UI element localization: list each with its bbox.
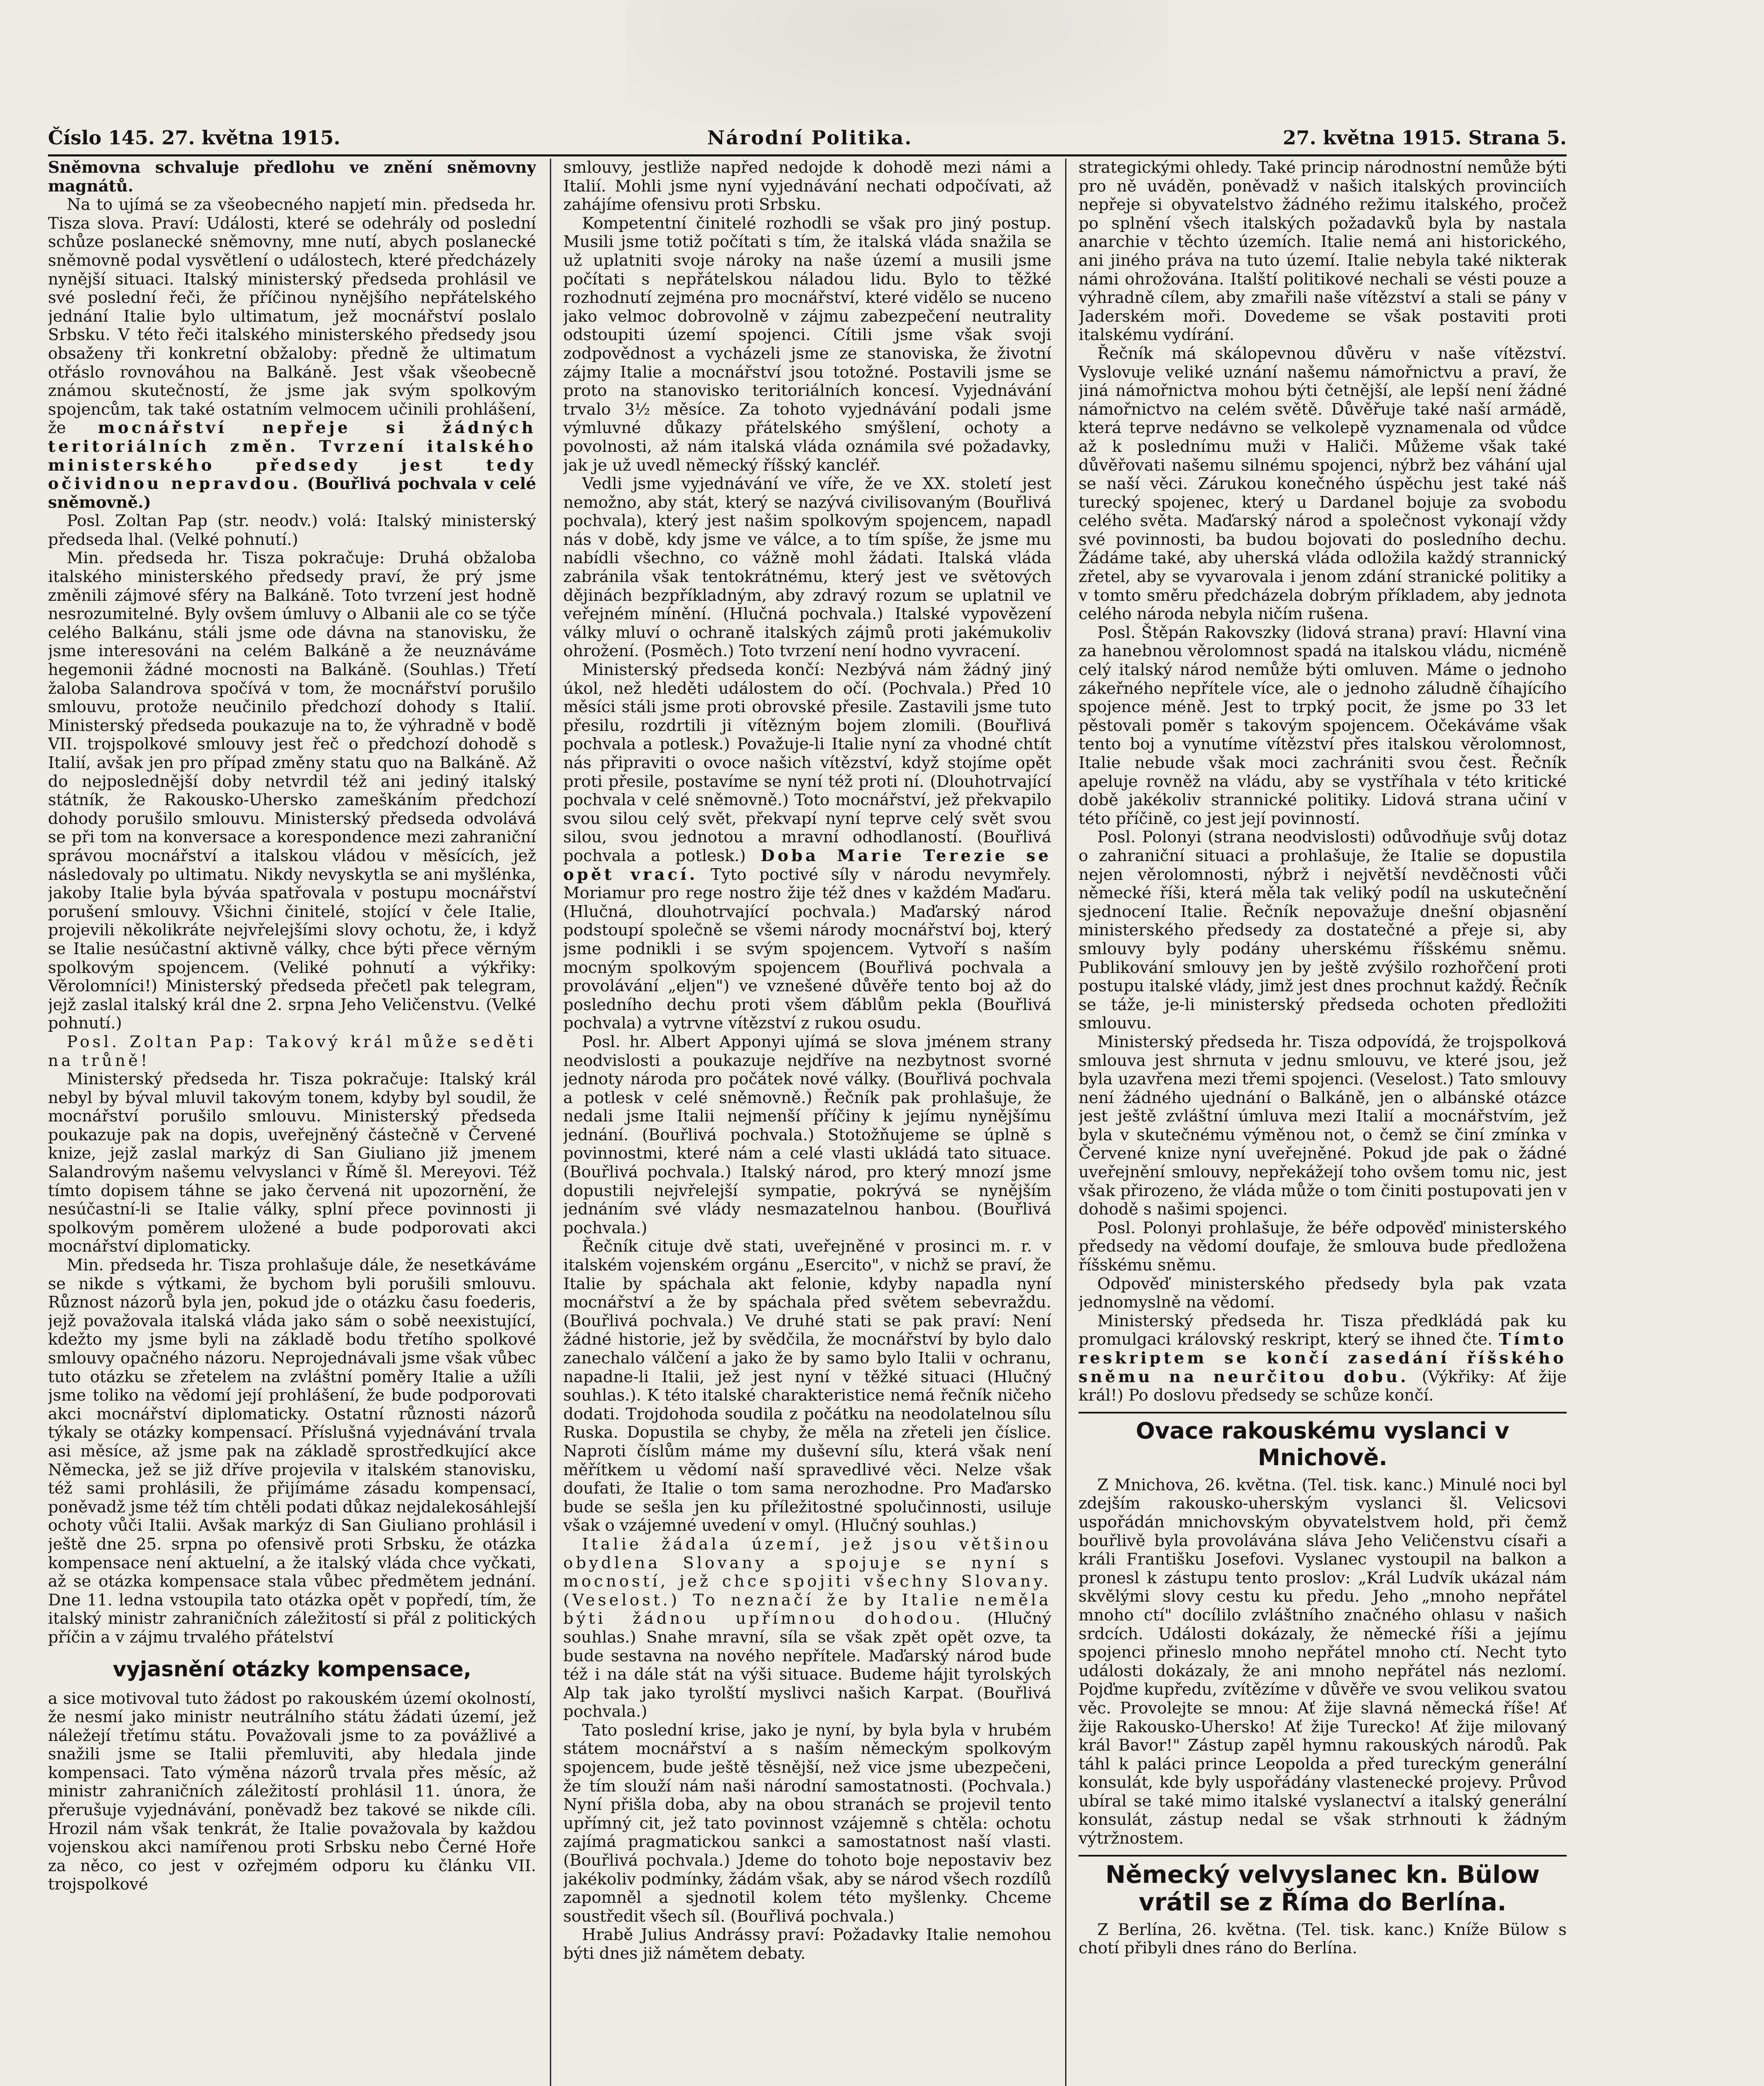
article-paragraph	[563, 661, 1051, 1033]
article-paragraph: Posl. Štěpán Rakovszky (lidová strana) praví: Hlavní vina za hanebnou věrolomnost spadá na italskou vládu, nicméně celý italský národ nemůže býti omluven. Máme o jednoho zákeřného nepřítele více, ale o jednoho záludně číhajícího spojence méně. Jest to trpký pocit, že jsme po 33 let pěstovali poměr s takovým spojencem. Očekáváme však tento boj a vynutíme vítězství přes italskou věrolomnost, Italie nebude však moci zachrániti svou čest. Řečník apeluje rovněž na vládu, aby se vystříhala v této kritické době jakékoliv strannické politiky. Lidová strana učiní v této příčině, co jest její povinností.	[1079, 623, 1567, 828]
emphasis-text: Tímto reskriptem se končí zasedání říšského sněmu na neurčitou dobu.	[1079, 1330, 1567, 1386]
masthead-rule	[48, 154, 1567, 156]
article-paragraph: Z Mnichova, 26. května. (Tel. tisk. kanc.) Minulé noci byl zdejším rakousko-uherským vyslanci šl. Velicsovi uspořádán mnichovským obyvatelstvem hold, při čemž bouřlivě byla provolávána sláva Jeho Veličenstvu císaři a králi Františku Josefovi. Vyslanec vystoupil na balkon a pronesl k zástupu tento proslov: „Král Ludvík ukázal nám skvělými slovy cestu ku předu. Jeho „mnoho nepřátel mnoho ctí" docílilo zvláštního značného ohlasu v našich srdcích. Události dokázaly, že německé říši a jejímu spojenci přineslo mnoho nepřátel mnoho ctí. Necht tyto události dokázaly, že ani mnoho nepřátel nás nezlomí. Pojďme kupředu, zvítězíme v důvěře ve svou velikou svatou věc. Provolejte se mnou: Ať žije slavná německá říše! Ať žije Rakousko-Uhersko! Ať žije Turecko! Ať žije milovaný král Bavor!" Zástup zapěl hymnu rakouských národů. Pak táhl k paláci prince Leopolda a před tureckým generální konsulát, kde byly uspořádány vlastenecké projevy. Průvod ubíral se také mimo italské vyslanectví a italský generální konsulát, zástup nedal se však strhnouti k žádným výtržnostem.	[1079, 1475, 1567, 1848]
column-1	[48, 159, 536, 2086]
column-3	[1079, 159, 1567, 2086]
article-paragraph: Vedli jsme vyjednávání ve víře, že ve XX. století jest nemožno, aby stát, který se nazývá civilisovaným (Bouřlivá pochvala), který jest našim spolkovým spojencem, napadl nás v době, kdy jsme ve válce, a to tím spíše, že jsme mu nabídli všechno, co vážně mohl žádati. Italská vláda zabránila však tentokrátnému, který jest ve světových dějinách bezpříkladným, aby zdravý rozum se uplatnil ve veřejném mínění. (Hlučná pochvala.) Italské vypovězení války mluví o ochraně italských zájmů proti jakémukoliv ohrožení. (Posměch.) Toto tvrzení není hodno vyvracení.	[563, 474, 1051, 661]
paragraph-text: (Výkřiky: Ať žije král!) Po doslovu předsedy se schůze končí.	[1079, 1367, 1567, 1405]
paragraph-text: Na to ujímá se za všeobecného napjetí min. předseda hr. Tisza slova. Praví: Události, které se odehrály od poslední schůze poslanecké sněmovny, mne nutí, abych poslanecké sněmovně podal vysvětlení o událostech, které předcházely nynější situaci. Italský ministerský předseda prohlásil ve své poslední řeči, že příčinou nynějšího nepřátelského jednání Italie bylo ultimatum, jež mocnářství poslalo Srbsku. V této řeči italského ministerského předsedy jsou obsaženy tři konkretní obžaloby: předně že ultimatum otřáslo rovnováhou na Balkáně. Jest však všeobecně známou skutečností, že jsme jak svým spolkovým spojencům, tak také ostatním velmocem učinili prohlášení, že	[48, 195, 536, 438]
article-paragraph: Řečník má skálopevnou důvěru v naše vítězství. Vyslovuje veliké uznání našemu námořnictvu a praví, že jiná námořnictva mohou býti četnější, ale lepší není žádné námořnictvo na celém světě. Důvěřuje také naší armádě, která teprve nedávno se velkolepě vyznamenala od vůdce až k poslednímu muži v Haliči. Můžeme však také důvěřovati našemu silnému spojenci, nýbrž bez váhání ujal se naší věci. Zárukou konečného úspěchu jest také náš turecký spojenec, který u Dardanel bojuje za svobodu celého světa. Maďarský národ a společnost vykonají vždy své povinnosti, ba budou bojovati do posledního dechu. Žádáme také, aby uherská vláda odložila každý strannický zřetel, aby se vyvarovala i jenom zdání stranické politiky a v tomto směru předcházela dobrým příkladem, aby jednota celého národa nebyla ničím rušena.	[1079, 344, 1567, 624]
article-paragraph: Min. předseda hr. Tisza prohlašuje dále, že nesetkáváme se nikde s výtkami, že bychom byli porušili smlouvu. Různost názorů byla jen, pokud jde o otázku času foederis, jejž považovala italská vláda jako sám o sobě neexistující, kdežto my jsme byli na základě bodu třetího spolkové smlouvy opačného názoru. Neprojednávali jsme však vůbec tuto otázku se zřetelem na zvláštní poměry Italie a užíli jsme toliko na vědomí její prohlášení, že bude podporovati akci mocnářství diplomaticky. Ostatní různosti názorů týkaly se otázky kompensací. Příslušná vyjednávání trvala asi měsíce, až jsme pak na základě sprostředkující akce Německa, jež se již dříve projevila v italském stanovisku, též sami prohlásili, že přijímáme zásadu kompensací, poněvadž jsme též tím chtěli podati důkaz nejdalekosáhlejší ochoty vůči Italii. Avšak markýz di San Giuliano prohlásil i ještě dne 25. srpna po ofensivě proti Srbsku, že otázka kompensace není aktuelní, a že italský vláda chce vyčkati, až se otázka kompensace stala vůbec předmětem jednání. Dne 11. ledna vstoupila tato otázka opět v popředí, tím, že italský ministr zahraničních záležitostí si přál z politických příčin a v zájmu trvalého přátelství	[48, 1256, 536, 1647]
article-paragraph: Hrabě Julius Andrássy praví: Požadavky Italie nemohou býti dnes již námětem debaty.	[563, 1925, 1051, 1963]
paragraph-text: Tyto poctivé síly v národu nevymřely. Moriamur pro rege nostro žije též dnes v každém Maďaru. (Hlučná, dlouhotrvající pochvala.) Maďarský národ podstoupí společně se všemi národy mocnářství boj, který jsme podnikli i se svým spojencem. Vytvoří s naším mocným spolkovým spojencem (Bouřlivá pochvala a provolávání „eljen") ve vznešené důvěře tento boj až do posledního dechu proti všem ďáblům pekla (Bouřlivá pochvala) a vytrvne vítězství z rukou osudu.	[563, 865, 1051, 1033]
article-paragraph: Min. předseda hr. Tisza pokračuje: Druhá obžaloba italského ministerského předsedy praví, že prý jsme změnili zájmové sféry na Balkáně. Toto tvrzení jest hodně nesrozumitelné. Byly ovšem úmluvy o Albanii ale co se týče celého Balkánu, stáli jsme ode dávna na stanovisku, že jsme interesováni na celém Balkáně a že neuznáváme hegemonii žádné mocnosti na Balkáně. (Souhlas.) Třetí žaloba Salandrova spočívá v tom, že mocnářství porušilo smlouvu, protože neučinilo předchozí dohody s Italií. Ministerský předseda poukazuje na to, že výhradně v bodě VII. trojspolkové smlouvy jest řeč o předchozí dohodě s Italií, avšak jen pro případ změny statu quo na Balkáně. Až do nejposlednější doby netvrdil též ani jediný italský státník, že Rakousko-Uhersko zameškáním předchozí dohody porušilo smlouvu. Ministerský předseda odvolává se při tom na konversace a korespondence mezi zahraniční správou mocnářství a italskou vládou v měsících, jež následovaly po ultimatu. Nikdy nevyskytla se ani myšlénka, jakoby Italie byla býváa spatřovala v postupu mocnářství porušení smlouvy. Všichni činitelé, stojící v čele Italie, projevili několikráte nejvřelejšími slovy ochotu, že, i když se Italie nesúčastní aktivně války, chce býti přece věrným spolkovým spojencem. (Veliké pohnutí a výkřiky: Věrolomníci!) Ministerský předseda přečetl pak telegram, jejž zaslal italský král dne 2. srpna Jeho Veličenstvu. (Velké pohnutí.)	[48, 549, 536, 1033]
newspaper-page	[48, 125, 1567, 2086]
article-paragraph: Ministerský předseda hr. Tisza odpovídá, že trojspolková smlouva jest shrnuta v jednu smlouvu, ve které jsou, jež byla uzavřena mezi třemi spojenci. (Veselost.) Tato smlouvy není žádného ujednání o Balkáně, jen o albánské otázce jest ještě zvláštní úmluva mezi Italií a mocnářstvím, jež byla v skutečnému výměnou not, o čemž se činí zmínka v Červené knize nyní uveřejněné. Pokud jde pak o žádné uveřejnění smlouvy, nepřekážejí toho ovšem tomu nic, jest však přirozeno, že vláda může o tom činiti postupovati jen v dohodě s našimi spojenci.	[1079, 1032, 1567, 1219]
article-paragraph: Posl. Zoltan Pap (str. neodv.) volá: Italský ministerský předseda lhal. (Velké pohnutí.)	[48, 511, 536, 549]
emphasis-text: Italie žádala území, jež jsou většinou obydlena Slovany a spojuje se nyní s mocností, jež chce spojiti všechny Slovany. (Veselost.) To neznačí že by Italie neměla býti žádnou upřímnou dohodou.	[563, 1534, 1051, 1628]
article-paragraph: Posl. Polonyi prohlašuje, že béře odpověď ministerského předsedy na vědomí doufaje, že smlouva bude předložena říšskému sněmu.	[1079, 1218, 1567, 1275]
emphasis-text: Doba Marie Terezie se opět vrací.	[563, 846, 1051, 884]
paragraph-text: (Bouřlivá pochvala v celé sněmovně.)	[48, 474, 536, 512]
column-divider	[550, 159, 551, 2086]
paragraph-text: Ministerský předseda hr. Tisza předkládá pak ku promulgaci královský reskript, který se ihned čte.	[1079, 1311, 1567, 1349]
article-paragraph: Odpověď ministerského předsedy byla pak vzata jednomyslně na vědomí.	[1079, 1274, 1567, 1312]
article-paragraph: strategickými ohledy. Také princip národnostní nemůže býti pro ně uváděn, poněvadž v našich italských provinciích nepřeje si obyvatelstvo žádného režimu italského, pročež po splnění všech italských požadavků byla by nastala anarchie v těchto územích. Italie nemá ani historického, ani jiného práva na tuto území. Italie nebyla také nikterak námi ohrožována. Italští politikové nechali se vésti pouze a výhradně cílem, aby zmařili naše vítězství a stali se pány v Jaderském moři. Dovedeme se však postaviti proti italskému vydírání.	[1079, 159, 1567, 345]
article-paragraph	[563, 1535, 1051, 1721]
article-paragraph: Sněmovna schvaluje předlohu ve znění sněmovny magnátů.	[48, 159, 536, 196]
article-paragraph	[1079, 1312, 1567, 1405]
article-headline: Ovace rakouskému vyslanci v Mnichově.	[1079, 1412, 1567, 1471]
article-paragraph: Posl. Zoltan Pap: Takový král může seděti na trůně!	[48, 1032, 536, 1070]
paragraph-text: (Hlučný souhlas.) Snahe mravní, síla se však zpět opět ozve, ta bude sestavna na nového nepřítele. Maďarský národ bude též i na dále stát na výši situace. Budeme hájit tyrolských Alp tak jako tyrolští myslivci našich Karpat. (Bouřlivá pochvala.)	[563, 1609, 1051, 1721]
paper-stain	[626, 0, 1168, 125]
column-divider	[1065, 159, 1066, 2086]
newspaper-title: Národní Politika.	[707, 126, 913, 149]
column-2	[563, 159, 1051, 2086]
paragraph-text: Ministerský předseda končí: Nezbývá nám žádný jiný úkol, než hleděti událostem do očí. (Pochvala.) Před 10 měsíci stáli jsme proti obrovské přesile. Zastavili jsme tuto přesilu, rozdrtili ji vítězným bojem zlomili. (Bouřlivá pochvala a potlesk.) Považuje-li Italie nyní za vhodné chtít nás připraviti o ovoce našich vítězství, když stojíme opět proti přesile, postavíme se nyní též proti ní. (Dlouhotrvající pochvala v celé sněmovně.) Toto mocnářství, jež překvapilo svou silou celý svět, překvapí nyní teprve celý svět svou silou, svou jednotou a mravní odhodlaností. (Bouřlivá pochvala a potlesk.)	[563, 660, 1051, 865]
section-subheading: vyjasnění otázky kompensace,	[113, 1657, 471, 1681]
article-headline: Německý velvyslanec kn. Bülow vrátil se z Říma do Berlína.	[1079, 1855, 1567, 1916]
article-paragraph: Ministerský předseda hr. Tisza pokračuje: Italský král nebyl by býval mluvil takovým tonem, kdyby byl soudil, že mocnářství porušilo smlouvu. Ministerský předseda poukazuje pak na dopis, uveřejněný částečně v Červené knize, jejž zaslal markýz di San Giuliano již jmenem Salandrovým našemu velvyslanci v Římě šl. Mereyovi. Též tímto dopisem táhne se jako červená nit upozornění, že nesúčastní-li se Italie války, splní přece povinnosti ji spolkovým poměrem uložené a bude podporovati akci mocnářství diplomaticky.	[48, 1070, 536, 1256]
article-paragraph	[48, 196, 536, 512]
emphasis-text: mocnářství nepřeje si žádných teritoriálních změn. Tvrzení italského ministerského předsedy jest tedy očividnou nepravdou.	[48, 418, 536, 494]
issue-date: Číslo 145. 27. května 1915.	[48, 126, 340, 149]
article-paragraph: Kompetentní činitelé rozhodli se však pro jiný postup. Musili jsme totiž počítati s tím, že italská vláda snažila se už uplatniti svoje nároky na naše území a musili jsme počítati s nepřátelskou náladou lidu. Bylo to těžké rozhodnutí zejména pro mocnářství, které vidělo se nuceno jako velmoc dobrovolně v zájmu zabezpečení neutrality odstoupiti území spojenci. Cítili jsme však svoji zodpovědnost a vycházeli jsme ze stanoviska, že životní zájmy Italie a mocnářství jsou totožné. Postavili jsme se proto na stanovisko teritoriálních koncesí. Vyjednávání trvalo 3½ měsíce. Za tohoto vyjednávání podali jsme výmluvné důkazy přátelského smýšlení, ochoty a povolnosti, až nám italská vláda oznámila své požadavky, jak je už uvedl německý říšský kancléř.	[563, 214, 1051, 475]
article-paragraph: Řečník cituje dvě stati, uveřejněné v prosinci m. r. v italském vojenském orgánu „Esercito", v nichž se praví, že Italie by spáchala akt felonie, kdyby napadla nyní mocnářství a že by spáchala před světem sebevraždu. (Bouřlivá pochvala.) Ve druhé stati se pak praví: Není žádné historie, jež by svědčila, že mocnářství by bylo dalo zanechalo válčení a jako že by samo bylo Italii v ochranu, napadne-li Italii, jež jest nyní v těžké situaci (Hlučný souhlas.). K této italské charakteristice nemá řečník ničeho dodati. Trojdohoda soudila z počátku na neodolatelnou sílu Ruska. Dopustila se chyby, že měla na zřeteli jen číslice. Naproti číslům máme my duševní sílu, která však není měřítkem u vědomí naší spravedlivé věci. Nelze však doufati, že Italie o tom sama nerozhodne. Pro Maďarsko bude se sešla jen ku příležitostné spolučinnosti, usiluje však o vzájemné uvedení v omyl. (Hlučný souhlas.)	[563, 1237, 1051, 1535]
article-paragraph: Z Berlína, 26. května. (Tel. tisk. kanc.) Kníže Bülow s chotí přibyli dnes ráno do Berlína.	[1079, 1920, 1567, 1958]
page-number: 27. května 1915. Strana 5.	[1283, 126, 1567, 149]
masthead	[48, 125, 1567, 154]
article-paragraph: Posl. Polonyi (strana neodvislosti) odůvodňuje svůj dotaz o zahraniční situaci a prohlašuje, že Italie se dopustila nejen věrolomnosti, nýbrž i největší nevděčnosti vůči německé říši, která měla tak veliký podíl na uskutečnění sjednocení Italie. Řečník nepovažuje dnešní objasnění ministerského předsedy za dostatečné a přeje si, aby smlouvy byly podány uherskému říšskému sněmu. Publikování smlouvy jen by ještě zvýšilo rozhořčení proti postupu italské vlády, jimž jest dnes prochnut každý. Řečník se táže, je-li ministerský předseda ochoten předložiti smlouvu.	[1079, 828, 1567, 1033]
article-paragraph: a sice motivoval tuto žádost po rakouském území okolností, že nesmí jako ministr neutrálního státu žádati území, jež náležejí třetímu státu. Považovali jsme to za povážlivé a snažili jsme se Italii přemluviti, aby hledala jinde kompensaci. Tato výměna názorů trvala přes měsíc, až ministr zahraničních záležitostí prohlásil 11. února, že přerušuje vyjednávání, poněvadž bez takové se nikde cíli. Hrozil nám však tenkrát, že Italie považovala by každou vojenskou akci namířenou proti Srbsku nebo Černé Hoře za něco, co jest v ozřejmém odporu ku článku VII. trojspolkové	[48, 1689, 536, 1894]
article-paragraph: smlouvy, jestliže napřed nedojde k dohodě mezi námi a Italií. Mohli jsme nyní vyjednávání nechati odpočívati, až zahájíme ofensivu proti Srbsku.	[563, 159, 1051, 214]
article-paragraph: Posl. hr. Albert Apponyi ujímá se slova jménem strany neodvislosti a poukazuje nejdříve na nezbytnost svorné jednoty národa pro počátek nové války. (Bouřlivá pochvala a potlesk v celé sněmovně.) Řečník pak prohlašuje, že nedali jsme Italii nejmenší příčiny k jejímu nynějšímu jednání. (Bouřlivá pochvala.) Stotožňujeme se úplně s povinnostmi, které nám a celé vlasti ukládá tato situace. (Bouřlivá pochvala.) Italský národ, pro který mnozí jsme dopustili nejvřelejší sympatie, pokrývá se nynějším jednáním své vlády nesmazatelnou hanbou. (Bouřlivá pochvala.)	[563, 1032, 1051, 1237]
article-paragraph: Tato poslední krise, jako je nyní, by byla byla v hrubém státem mocnářství a s naším německým spolkovým spojencem, bude ještě těsnější, než vice jsme ubezpečeni, že tím slouží nám naši národní samostatnosti. (Pochvala.) Nyní přišla doba, aby na obou stranách se projevil tento upřímný cit, jež tato povinnost vzájemně s chtěla: ochotu zajímá pragmatickou sankci a samostatnost naší vlasti. (Bouřlivá pochvala.) Jdeme do tohoto boje nepostaviv bez jakékoliv podmínky, žádám však, aby se národ všech rozdílů zapomněl a sjednotil kolem této myšlenky. Chceme soustředit všech síl. (Bouřlivá pochvala.)	[563, 1721, 1051, 1926]
